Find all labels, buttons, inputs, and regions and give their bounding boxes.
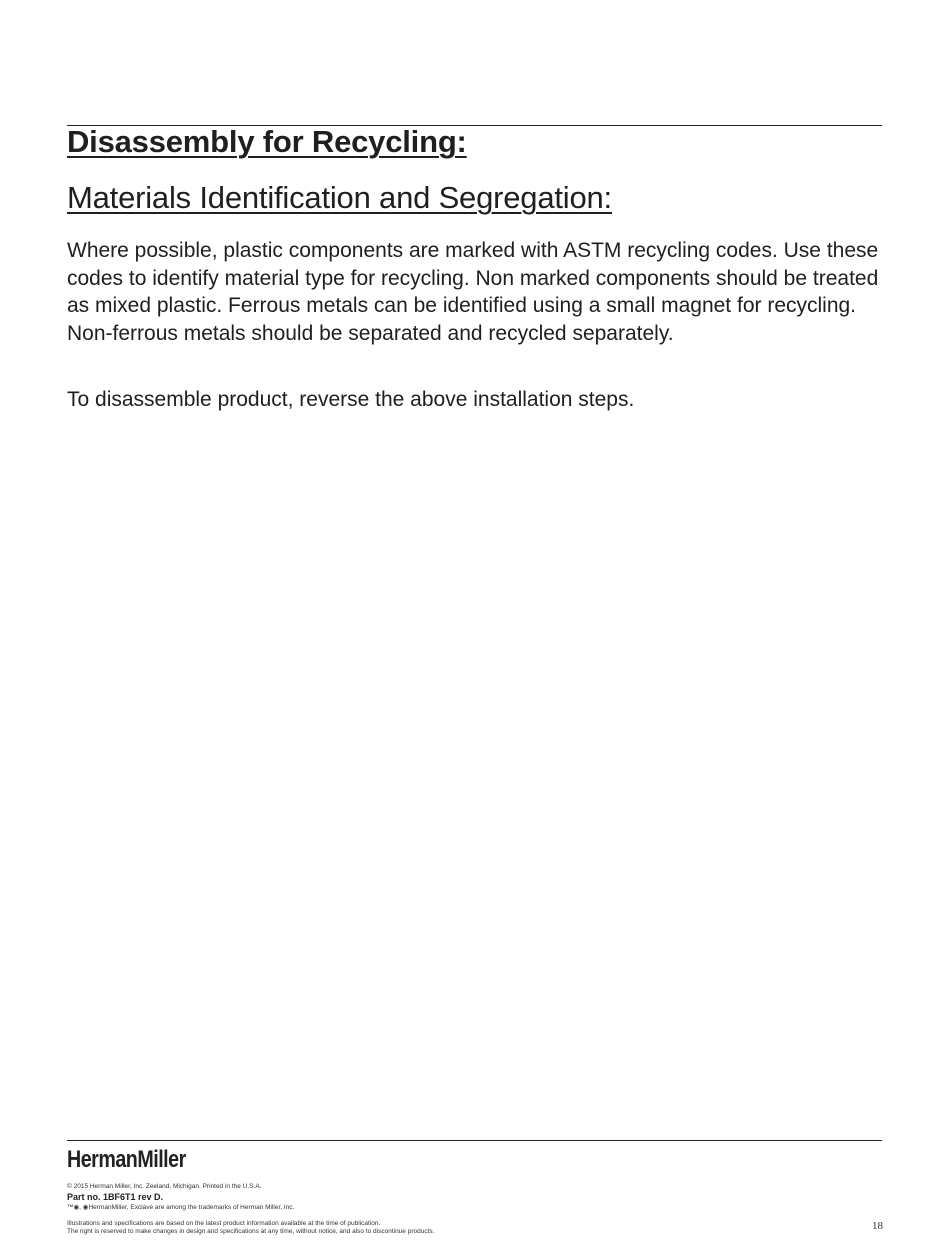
disclaimer-line-1: Illustrations and specifications are based on the latest product information available at the time of publication. xyxy=(67,1220,381,1227)
recycling-paragraph: Where possible, plastic components are marked with ASTM recycling codes. Use these codes to identify material type for recycling. Non marked components should be treated as mixed plastic. Ferrous metals can be identified using a small magnet for recycling. Non-ferrous metals should be separated and recycled separately. xyxy=(67,239,879,345)
herman-miller-logo: HermanMiller xyxy=(67,1146,186,1173)
section-subheading: Materials Identification and Segregation: xyxy=(67,180,612,215)
part-number: Part no. 1BF6T1 rev D. xyxy=(67,1192,164,1202)
page-number: 18 xyxy=(872,1220,883,1232)
disclaimer xyxy=(67,1220,434,1236)
copyright-text: © 2015 Herman Miller, Inc. Zeeland, Michigan. Printed in the U.S.A. xyxy=(67,1183,262,1190)
disassembly-paragraph: To disassemble product, reverse the above installation steps. xyxy=(67,388,635,411)
footer-divider xyxy=(67,1140,882,1141)
disclaimer-line-2: The right is reserved to make changes in design and specifications at any time, without notice, and also to discontinue products. xyxy=(67,1228,435,1235)
trademark-notice: ™◉, ◉HermanMiller, Exclave are among the trademarks of Herman Miller, Inc. xyxy=(67,1204,295,1211)
section-heading: Disassembly for Recycling: xyxy=(67,124,467,159)
